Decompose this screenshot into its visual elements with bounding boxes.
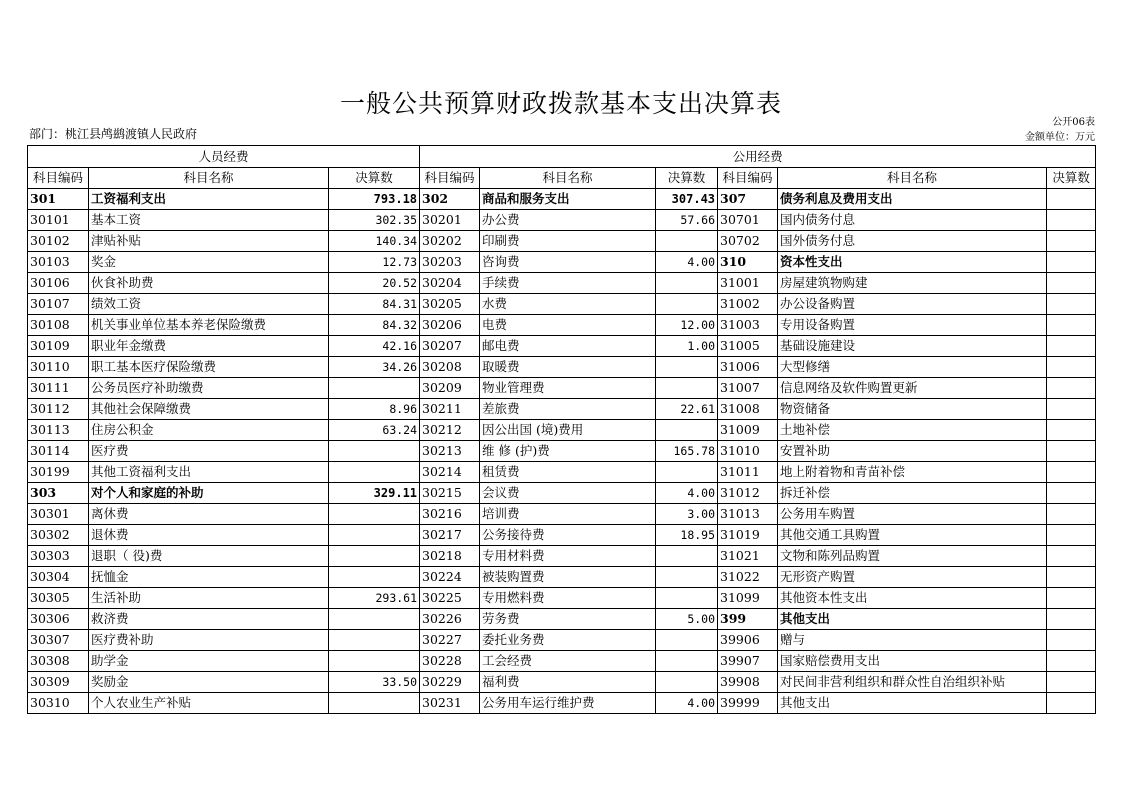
item-code-cell: 31001 <box>718 273 778 294</box>
amount-cell <box>656 378 718 399</box>
item-code-cell: 30226 <box>420 609 480 630</box>
item-code-cell: 30310 <box>28 693 89 714</box>
amount-cell: 293.61 <box>329 588 420 609</box>
item-code-cell: 31099 <box>718 588 778 609</box>
item-name-cell: 差旅费 <box>480 399 656 420</box>
table-row <box>28 525 1096 546</box>
item-name-cell: 咨询费 <box>480 252 656 273</box>
amount-cell <box>1047 693 1096 714</box>
column-header-row <box>28 168 1096 189</box>
amount-cell <box>656 567 718 588</box>
item-name-cell: 大型修缮 <box>778 357 1047 378</box>
col-header-amount: 决算数 <box>656 168 718 189</box>
amount-cell <box>1047 315 1096 336</box>
amount-cell <box>329 546 420 567</box>
table-body <box>28 189 1096 714</box>
item-code-cell: 30309 <box>28 672 89 693</box>
item-code-cell: 30227 <box>420 630 480 651</box>
amount-cell <box>329 567 420 588</box>
item-name-cell: 津贴补贴 <box>89 231 329 252</box>
amount-cell <box>656 651 718 672</box>
item-code-cell: 30112 <box>28 399 89 420</box>
amount-cell <box>1047 672 1096 693</box>
amount-cell <box>329 630 420 651</box>
table-row <box>28 546 1096 567</box>
amount-cell <box>329 693 420 714</box>
item-name-cell: 手续费 <box>480 273 656 294</box>
amount-cell <box>656 294 718 315</box>
amount-cell <box>656 357 718 378</box>
item-name-cell: 专用燃料费 <box>480 588 656 609</box>
amount-cell <box>329 462 420 483</box>
amount-cell <box>1047 504 1096 525</box>
item-code-cell: 31009 <box>718 420 778 441</box>
amount-cell <box>656 630 718 651</box>
item-name-cell: 其他工资福利支出 <box>89 462 329 483</box>
item-code-cell: 30199 <box>28 462 89 483</box>
amount-cell: 12.73 <box>329 252 420 273</box>
item-name-cell: 邮电费 <box>480 336 656 357</box>
table-row <box>28 483 1096 504</box>
item-name-cell: 公务接待费 <box>480 525 656 546</box>
item-code-cell: 30303 <box>28 546 89 567</box>
item-name-cell: 对个人和家庭的补助 <box>89 483 329 504</box>
item-code-cell: 30302 <box>28 525 89 546</box>
item-name-cell: 债务利息及费用支出 <box>778 189 1047 210</box>
item-name-cell: 会议费 <box>480 483 656 504</box>
item-code-cell: 30701 <box>718 210 778 231</box>
item-name-cell: 维 修 (护)费 <box>480 441 656 462</box>
amount-cell <box>656 231 718 252</box>
item-name-cell: 委托业务费 <box>480 630 656 651</box>
item-name-cell: 医疗费 <box>89 441 329 462</box>
table-row <box>28 231 1096 252</box>
table-row <box>28 441 1096 462</box>
table-row <box>28 336 1096 357</box>
item-name-cell: 专用设备购置 <box>778 315 1047 336</box>
item-name-cell: 土地补偿 <box>778 420 1047 441</box>
amount-cell: 5.00 <box>656 609 718 630</box>
item-code-cell: 30108 <box>28 315 89 336</box>
amount-cell <box>656 420 718 441</box>
amount-cell: 793.18 <box>329 189 420 210</box>
amount-cell <box>1047 441 1096 462</box>
table-row <box>28 189 1096 210</box>
item-code-cell: 31021 <box>718 546 778 567</box>
table-row <box>28 294 1096 315</box>
item-name-cell: 生活补助 <box>89 588 329 609</box>
item-name-cell: 医疗费补助 <box>89 630 329 651</box>
item-name-cell: 工资福利支出 <box>89 189 329 210</box>
amount-cell <box>329 441 420 462</box>
table-row <box>28 630 1096 651</box>
item-name-cell: 救济费 <box>89 609 329 630</box>
amount-cell: 4.00 <box>656 693 718 714</box>
item-code-cell: 30306 <box>28 609 89 630</box>
item-name-cell: 劳务费 <box>480 609 656 630</box>
item-code-cell: 30305 <box>28 588 89 609</box>
item-name-cell: 基础设施建设 <box>778 336 1047 357</box>
item-code-cell: 30202 <box>420 231 480 252</box>
item-code-cell: 31003 <box>718 315 778 336</box>
item-name-cell: 公务用车运行维护费 <box>480 693 656 714</box>
item-code-cell: 30103 <box>28 252 89 273</box>
table-row <box>28 588 1096 609</box>
amount-cell <box>1047 651 1096 672</box>
item-code-cell: 39999 <box>718 693 778 714</box>
amount-cell <box>329 651 420 672</box>
item-code-cell: 31002 <box>718 294 778 315</box>
item-name-cell: 赠与 <box>778 630 1047 651</box>
item-name-cell: 公务用车购置 <box>778 504 1047 525</box>
item-name-cell: 职业年金缴费 <box>89 336 329 357</box>
col-header-name: 科目名称 <box>778 168 1047 189</box>
item-code-cell: 30225 <box>420 588 480 609</box>
table-row <box>28 693 1096 714</box>
item-name-cell: 培训费 <box>480 504 656 525</box>
item-name-cell: 机关事业单位基本养老保险缴费 <box>89 315 329 336</box>
item-name-cell: 助学金 <box>89 651 329 672</box>
item-name-cell: 其他资本性支出 <box>778 588 1047 609</box>
item-code-cell: 30304 <box>28 567 89 588</box>
amount-cell: 34.26 <box>329 357 420 378</box>
col-header-code: 科目编码 <box>28 168 89 189</box>
form-number: 公开06表 <box>1052 117 1095 128</box>
amount-cell: 18.95 <box>656 525 718 546</box>
item-name-cell: 因公出国 (境)费用 <box>480 420 656 441</box>
amount-cell: 57.66 <box>656 210 718 231</box>
item-code-cell: 39908 <box>718 672 778 693</box>
item-code-cell: 31007 <box>718 378 778 399</box>
item-name-cell: 国内债务付息 <box>778 210 1047 231</box>
item-name-cell: 水费 <box>480 294 656 315</box>
item-code-cell: 30106 <box>28 273 89 294</box>
amount-cell: 1.00 <box>656 336 718 357</box>
department-label: 部门：桃江县鸬鹚渡镇人民政府 <box>29 127 198 141</box>
amount-cell: 8.96 <box>329 399 420 420</box>
item-name-cell: 其他支出 <box>778 693 1047 714</box>
table-row <box>28 378 1096 399</box>
item-code-cell: 30114 <box>28 441 89 462</box>
item-name-cell: 信息网络及软件购置更新 <box>778 378 1047 399</box>
amount-cell: 84.31 <box>329 294 420 315</box>
item-code-cell: 30301 <box>28 504 89 525</box>
item-name-cell: 奖金 <box>89 252 329 273</box>
item-code-cell: 301 <box>28 189 89 210</box>
item-name-cell: 国家赔偿费用支出 <box>778 651 1047 672</box>
amount-unit-label: 金额单位：万元 <box>1025 132 1095 143</box>
table-row <box>28 504 1096 525</box>
item-code-cell: 30224 <box>420 567 480 588</box>
amount-cell: 33.50 <box>329 672 420 693</box>
amount-cell <box>1047 336 1096 357</box>
item-code-cell: 30229 <box>420 672 480 693</box>
item-code-cell: 302 <box>420 189 480 210</box>
item-code-cell: 399 <box>718 609 778 630</box>
item-code-cell: 30218 <box>420 546 480 567</box>
amount-cell: 20.52 <box>329 273 420 294</box>
amount-cell <box>656 273 718 294</box>
amount-cell: 12.00 <box>656 315 718 336</box>
item-code-cell: 30209 <box>420 378 480 399</box>
col-header-name: 科目名称 <box>89 168 329 189</box>
item-name-cell: 奖励金 <box>89 672 329 693</box>
item-name-cell: 退休费 <box>89 525 329 546</box>
item-name-cell: 离休费 <box>89 504 329 525</box>
item-code-cell: 30212 <box>420 420 480 441</box>
item-code-cell: 30207 <box>420 336 480 357</box>
item-code-cell: 30702 <box>718 231 778 252</box>
item-code-cell: 39906 <box>718 630 778 651</box>
amount-cell <box>1047 357 1096 378</box>
item-name-cell: 资本性支出 <box>778 252 1047 273</box>
item-name-cell: 办公设备购置 <box>778 294 1047 315</box>
item-code-cell: 30107 <box>28 294 89 315</box>
amount-cell: 165.78 <box>656 441 718 462</box>
amount-cell <box>1047 252 1096 273</box>
table-row <box>28 651 1096 672</box>
amount-cell <box>1047 567 1096 588</box>
item-code-cell: 30203 <box>420 252 480 273</box>
amount-cell <box>1047 273 1096 294</box>
item-name-cell: 退职（ 役)费 <box>89 546 329 567</box>
item-name-cell: 物资储备 <box>778 399 1047 420</box>
item-code-cell: 30211 <box>420 399 480 420</box>
item-code-cell: 30110 <box>28 357 89 378</box>
amount-cell <box>1047 189 1096 210</box>
amount-cell <box>1047 630 1096 651</box>
amount-cell: 4.00 <box>656 252 718 273</box>
group-public: 公用经费 <box>420 146 1096 168</box>
amount-cell: 302.35 <box>329 210 420 231</box>
group-personnel: 人员经费 <box>28 146 420 168</box>
item-name-cell: 住房公积金 <box>89 420 329 441</box>
amount-cell <box>1047 483 1096 504</box>
amount-cell <box>329 504 420 525</box>
amount-cell <box>329 609 420 630</box>
item-code-cell: 31005 <box>718 336 778 357</box>
item-code-cell: 30109 <box>28 336 89 357</box>
item-code-cell: 31013 <box>718 504 778 525</box>
report-title: 一般公共预算财政拨款基本支出决算表 <box>339 89 782 118</box>
col-header-code: 科目编码 <box>420 168 480 189</box>
table-row <box>28 672 1096 693</box>
amount-cell: 307.43 <box>656 189 718 210</box>
item-name-cell: 文物和陈列品购置 <box>778 546 1047 567</box>
item-code-cell: 30228 <box>420 651 480 672</box>
item-code-cell: 30102 <box>28 231 89 252</box>
item-name-cell: 对民间非营利组织和群众性自治组织补贴 <box>778 672 1047 693</box>
amount-cell <box>1047 420 1096 441</box>
amount-cell <box>656 672 718 693</box>
item-name-cell: 基本工资 <box>89 210 329 231</box>
item-name-cell: 伙食补助费 <box>89 273 329 294</box>
item-name-cell: 工会经费 <box>480 651 656 672</box>
amount-cell: 42.16 <box>329 336 420 357</box>
item-code-cell: 31006 <box>718 357 778 378</box>
table-row <box>28 462 1096 483</box>
item-code-cell: 31012 <box>718 483 778 504</box>
item-code-cell: 30205 <box>420 294 480 315</box>
amount-cell <box>1047 546 1096 567</box>
table-row <box>28 399 1096 420</box>
item-name-cell: 房屋建筑物购建 <box>778 273 1047 294</box>
item-name-cell: 印刷费 <box>480 231 656 252</box>
item-code-cell: 30101 <box>28 210 89 231</box>
col-header-amount: 决算数 <box>1047 168 1096 189</box>
table-row <box>28 609 1096 630</box>
item-name-cell: 职工基本医疗保险缴费 <box>89 357 329 378</box>
table-row <box>28 315 1096 336</box>
item-code-cell: 31010 <box>718 441 778 462</box>
table-row <box>28 357 1096 378</box>
amount-cell: 329.11 <box>329 483 420 504</box>
item-code-cell: 30111 <box>28 378 89 399</box>
item-code-cell: 30206 <box>420 315 480 336</box>
item-code-cell: 303 <box>28 483 89 504</box>
item-code-cell: 30214 <box>420 462 480 483</box>
amount-cell <box>1047 294 1096 315</box>
item-name-cell: 绩效工资 <box>89 294 329 315</box>
amount-cell <box>656 588 718 609</box>
amount-cell: 84.32 <box>329 315 420 336</box>
amount-cell <box>1047 609 1096 630</box>
item-code-cell: 30217 <box>420 525 480 546</box>
amount-cell <box>1047 399 1096 420</box>
table-row <box>28 420 1096 441</box>
item-name-cell: 商品和服务支出 <box>480 189 656 210</box>
item-code-cell: 307 <box>718 189 778 210</box>
amount-cell <box>329 378 420 399</box>
item-name-cell: 个人农业生产补贴 <box>89 693 329 714</box>
item-name-cell: 公务员医疗补助缴费 <box>89 378 329 399</box>
item-code-cell: 30113 <box>28 420 89 441</box>
item-code-cell: 30208 <box>420 357 480 378</box>
table-row <box>28 273 1096 294</box>
table-row <box>28 210 1096 231</box>
item-code-cell: 30216 <box>420 504 480 525</box>
item-name-cell: 拆迁补偿 <box>778 483 1047 504</box>
expenditure-table <box>27 145 1096 714</box>
item-code-cell: 31019 <box>718 525 778 546</box>
item-name-cell: 抚恤金 <box>89 567 329 588</box>
amount-cell <box>656 462 718 483</box>
item-code-cell: 310 <box>718 252 778 273</box>
amount-cell <box>329 525 420 546</box>
item-name-cell: 地上附着物和青苗补偿 <box>778 462 1047 483</box>
item-name-cell: 被装购置费 <box>480 567 656 588</box>
item-name-cell: 租赁费 <box>480 462 656 483</box>
item-name-cell: 安置补助 <box>778 441 1047 462</box>
amount-cell <box>1047 210 1096 231</box>
amount-cell <box>1047 588 1096 609</box>
item-name-cell: 无形资产购置 <box>778 567 1047 588</box>
item-code-cell: 30201 <box>420 210 480 231</box>
item-code-cell: 30231 <box>420 693 480 714</box>
item-name-cell: 其他支出 <box>778 609 1047 630</box>
amount-cell <box>1047 231 1096 252</box>
table-row <box>28 567 1096 588</box>
item-code-cell: 30308 <box>28 651 89 672</box>
col-header-amount: 决算数 <box>329 168 420 189</box>
item-code-cell: 30307 <box>28 630 89 651</box>
amount-cell: 140.34 <box>329 231 420 252</box>
item-name-cell: 国外债务付息 <box>778 231 1047 252</box>
item-code-cell: 31008 <box>718 399 778 420</box>
item-name-cell: 专用材料费 <box>480 546 656 567</box>
item-name-cell: 取暖费 <box>480 357 656 378</box>
item-name-cell: 其他社会保障缴费 <box>89 399 329 420</box>
amount-cell: 3.00 <box>656 504 718 525</box>
item-code-cell: 30215 <box>420 483 480 504</box>
amount-cell: 22.61 <box>656 399 718 420</box>
amount-cell <box>1047 525 1096 546</box>
amount-cell: 63.24 <box>329 420 420 441</box>
table-row <box>28 252 1096 273</box>
item-code-cell: 30204 <box>420 273 480 294</box>
amount-cell <box>656 546 718 567</box>
amount-cell <box>1047 378 1096 399</box>
item-name-cell: 办公费 <box>480 210 656 231</box>
amount-cell <box>1047 462 1096 483</box>
item-code-cell: 31011 <box>718 462 778 483</box>
item-code-cell: 30213 <box>420 441 480 462</box>
item-code-cell: 39907 <box>718 651 778 672</box>
amount-cell: 4.00 <box>656 483 718 504</box>
item-name-cell: 电费 <box>480 315 656 336</box>
item-name-cell: 福利费 <box>480 672 656 693</box>
item-name-cell: 其他交通工具购置 <box>778 525 1047 546</box>
item-name-cell: 物业管理费 <box>480 378 656 399</box>
col-header-code: 科目编码 <box>718 168 778 189</box>
col-header-name: 科目名称 <box>480 168 656 189</box>
group-header-row <box>28 146 1096 168</box>
item-code-cell: 31022 <box>718 567 778 588</box>
